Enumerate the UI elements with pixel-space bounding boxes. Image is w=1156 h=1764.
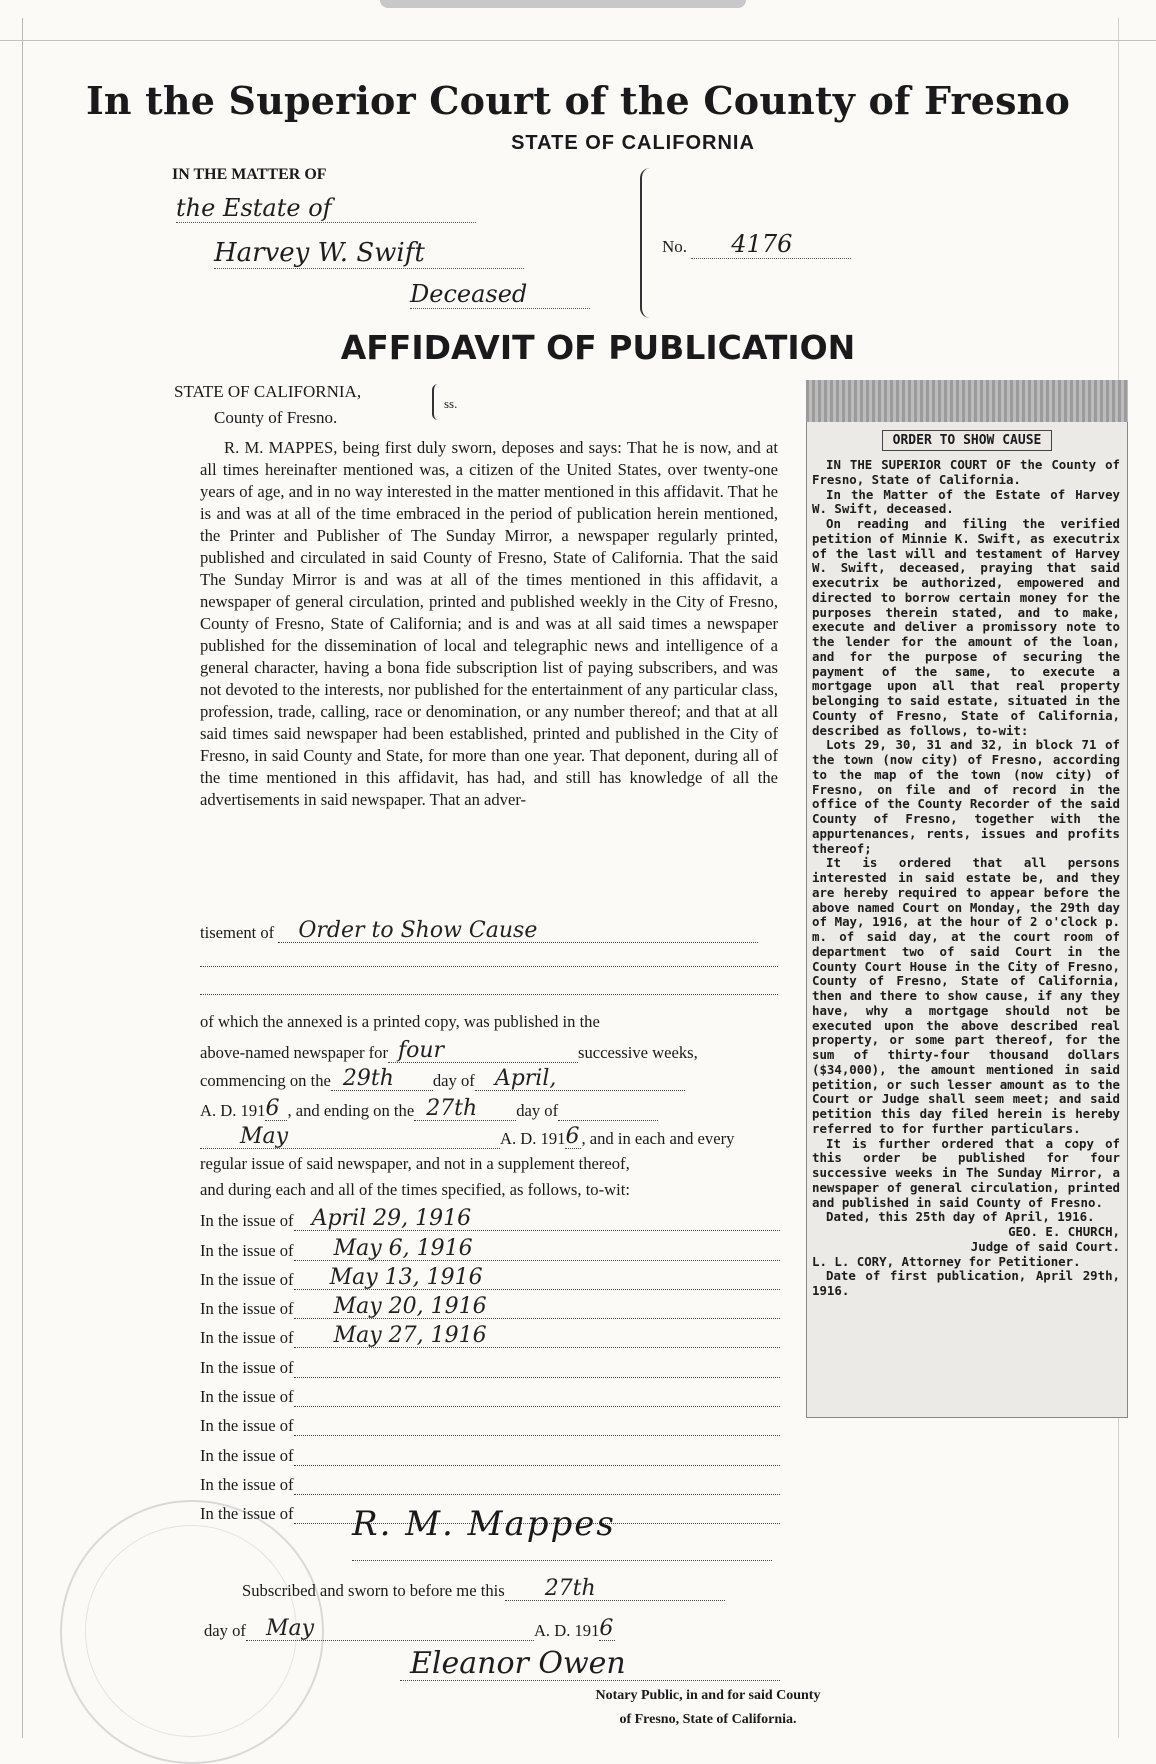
pub-commencing-label: commencing on the	[200, 1071, 331, 1090]
issue-label: In the issue of	[200, 1328, 294, 1348]
issue-date: April 29, 1916	[294, 1208, 780, 1231]
issue-label: In the issue of	[200, 1357, 294, 1377]
issue-date: May 13, 1916	[294, 1267, 780, 1290]
pub-line-1: of which the annexed is a printed copy, was published in the	[200, 1012, 600, 1031]
jurat-line-2	[204, 1618, 615, 1641]
issue-date	[294, 1377, 780, 1378]
jurat-month: May	[246, 1618, 534, 1641]
issue-row	[200, 1378, 780, 1407]
issue-row	[200, 1231, 780, 1260]
clipping-title-text: ORDER TO SHOW CAUSE	[882, 430, 1053, 451]
issue-label: In the issue of	[200, 1299, 294, 1319]
clipping-p5: It is ordered that all persons interested in said estate be, and they are hereby required to appear before the above named Court on Monday, the 29th day of May, 1916, at the hour of 2 o'clock p. m. of said day, at the court room of department two of said Court in the County Court House in the City of Fresno, County of Fresno, State of California, then and there to show cause, if any they have, why a mortgage should not be executed upon the above described real property, or some part thereof, for the sum of thirty-four thousand dollars ($34,000), the amount mentioned in said petition, or such lesser amount as to the Court or Judge shall seem meet; and said petition this day filed herein is hereby referred to for further particulars.	[812, 855, 1120, 1136]
issue-label: In the issue of	[200, 1474, 294, 1494]
matter-deceased-handwritten: Deceased	[410, 280, 590, 309]
blank-line-1	[200, 966, 778, 967]
notary-caption-line1: Notary Public, in and for said County	[595, 1688, 821, 1703]
issue-row	[200, 1261, 780, 1290]
issue-date	[294, 1494, 780, 1495]
issue-row	[200, 1348, 780, 1377]
clipping-p3: On reading and filing the verified petition of Minnie K. Swift, as executrix of the last will and testament of Harvey W. Swift, deceased, praying that said executrix be authorized, empowered and directed to borrow certain money for the purposes therein stated, and to make, execute and deliver a promissory note to the lender for the amount of the loan, and for the purpose of securing the payment of the same, to execute a mortgage upon all that real property belonging to said estate, situated in the County of Fresno, State of California, described as follows, to-wit:	[812, 516, 1120, 738]
case-number: 4176	[691, 230, 851, 259]
case-number-field	[662, 230, 851, 259]
notary-caption-line2: of Fresno, State of California.	[619, 1712, 797, 1727]
issue-label: In the issue of	[200, 1240, 294, 1260]
clipping-torn-top	[806, 380, 1128, 422]
matter-estate-handwritten: the Estate of	[176, 194, 476, 223]
issue-date: May 27, 1916	[294, 1325, 780, 1348]
pub-weeks-post: successive weeks,	[577, 1043, 698, 1062]
pub-line-4-blank	[558, 1120, 658, 1121]
advertisement-line	[200, 920, 758, 943]
issue-row	[200, 1202, 780, 1231]
clipping-p7: Dated, this 25th day of April, 1916.	[826, 1209, 1095, 1225]
issue-date: May 6, 1916	[294, 1238, 780, 1261]
issue-date: May 20, 1916	[294, 1296, 780, 1319]
viewer-top-handle	[380, 0, 746, 8]
issue-list	[200, 1202, 780, 1524]
advertisement-label: tisement of	[200, 923, 275, 942]
pub-day-of-2: day of	[516, 1101, 559, 1120]
pub-line-2	[200, 1040, 698, 1063]
issue-row	[200, 1407, 780, 1436]
jurat-year: 6	[599, 1616, 614, 1641]
jurat-subscribed-label: Subscribed and sworn to before me this	[242, 1581, 505, 1600]
jurat-line-1	[242, 1578, 725, 1601]
pub-line-3	[200, 1068, 685, 1091]
top-rule	[0, 40, 1156, 41]
clipping-title	[806, 430, 1128, 451]
affiant-signature-line	[352, 1560, 772, 1561]
pub-ending-day: 27th	[414, 1098, 516, 1121]
pub-ending-month: May	[200, 1126, 500, 1149]
pub-commencing-month: April,	[475, 1068, 685, 1091]
pub-line-5	[200, 1126, 734, 1149]
issue-date	[294, 1406, 780, 1407]
jurat-day: 27th	[505, 1578, 725, 1601]
clipping-p8: L. L. CORY, Attorney for Petitioner.	[812, 1253, 1081, 1269]
affidavit-body	[200, 437, 778, 811]
page-edge-left	[22, 18, 23, 1738]
blank-line-2	[200, 994, 778, 995]
pub-weeks-value: four	[388, 1040, 578, 1063]
matter-bracket	[640, 168, 654, 318]
issue-label: In the issue of	[200, 1504, 294, 1524]
pub-ending-label: , and ending on the	[287, 1101, 415, 1120]
state-heading: STATE OF CALIFORNIA	[511, 132, 755, 154]
notary-caption	[0, 1684, 1156, 1732]
notary-signature-line	[400, 1680, 780, 1681]
issue-label: In the issue of	[200, 1269, 294, 1289]
venue-ss: ss.	[444, 396, 458, 411]
issue-row	[200, 1290, 780, 1319]
clipping-p9: Date of first publication, April 29th, 1916.	[812, 1268, 1120, 1298]
pub-year-1: 6	[265, 1098, 287, 1121]
pub-weeks-pre: above-named newspaper for	[200, 1043, 388, 1062]
issue-row	[200, 1319, 780, 1348]
case-number-label: No.	[662, 237, 688, 256]
pub-commencing-day: 29th	[331, 1068, 433, 1091]
clipping-p1: IN THE SUPERIOR COURT OF the County of Fresno, State of California.	[812, 457, 1120, 487]
clipping-sig2: Judge of said Court.	[970, 1238, 1120, 1254]
advertisement-value: Order to Show Cause	[278, 920, 758, 943]
issue-label: In the issue of	[200, 1211, 294, 1231]
matter-name-handwritten: Harvey W. Swift	[214, 238, 524, 269]
pub-ad-label-2: A. D. 191	[500, 1129, 566, 1148]
jurat-day-of-label: day of	[204, 1621, 246, 1640]
issue-label: In the issue of	[200, 1445, 294, 1465]
issue-label: In the issue of	[200, 1416, 294, 1436]
clipping-p4: Lots 29, 30, 31 and 32, in block 71 of the town (now city) of Fresno, according to the map of the town (now city) of Fresno, on file and of record in the office of the County Recorder of the said County of Fresno, together with the appurtenances, rents, issues and profits thereof;	[812, 737, 1120, 856]
pub-line-7: and during each and all of the times specified, as follows, to-wit:	[200, 1180, 630, 1199]
venue-county: County of Fresno.	[214, 408, 338, 427]
pub-day-of-1: day of	[432, 1071, 475, 1090]
court-heading: In the Superior Court of the County of Fresno	[85, 78, 1071, 123]
clipping-p6: It is further ordered that a copy of this order be published for four successive weeks in The Sunday Mirror, a newspaper of general circulation, printed and published in said County of Fresno.	[812, 1135, 1120, 1210]
affiant-signature: R. M. Mappes	[352, 1504, 616, 1544]
pub-line-4	[200, 1098, 658, 1121]
clipping-sig1: GEO. E. CHURCH,	[1008, 1224, 1120, 1239]
issue-date	[294, 1465, 780, 1466]
issue-label: In the issue of	[200, 1387, 294, 1407]
notary-signature: Eleanor Owen	[410, 1646, 626, 1681]
pub-every-issue: , and in each and every	[581, 1129, 735, 1148]
venue-state: STATE OF CALIFORNIA,	[174, 382, 362, 401]
affidavit-body-text: R. M. MAPPES, being first duly sworn, deposes and says: That he is now, and at all times hereinafter mentioned was, a citizen of the United States, over twenty-one years of age, and in no way interested in the matter mentioned in this affidavit. That he is and was at all of the time embraced in the period of publication herein mentioned, the Printer and Publisher of The Sunday Mirror, a newspaper regularly printed, published and circulated in said County of Fresno, State of California. That the said The Sunday Mirror is and was at all of the times mentioned in this affidavit, a newspaper of general circulation, printed and published weekly in the City of Fresno, County of Fresno, State of California; and is and was at all said times a newspaper published for the dissemination of local and telegraphic news and intelligence of a general character, having a bona fide subscription list of paying subscribers, and was not devoted to the interests, nor published for the entertainment of any particular class, profession, trade, calling, race or denomination, or any number thereof; and that at all said times said newspaper had been established, printed and published in the City of Fresno, in said County and State, for more than one year. That deponent, during all of the time mentioned in this affidavit, has had, and still has knowledge of all the advertisements in said newspaper. That an adver-	[200, 438, 778, 809]
issue-row	[200, 1436, 780, 1465]
affidavit-title: AFFIDAVIT OF PUBLICATION	[340, 328, 856, 367]
clipping-p2: In the Matter of the Estate of Harvey W. Swift, deceased.	[812, 486, 1120, 517]
issue-date	[294, 1435, 780, 1436]
issue-row	[200, 1466, 780, 1495]
clipping-text	[812, 458, 1120, 1299]
pub-year-2: 6	[565, 1124, 580, 1149]
pub-line-6: regular issue of said newspaper, and not in a supplement thereof,	[200, 1154, 630, 1173]
pub-ad-label-1: A. D. 191	[200, 1101, 266, 1120]
jurat-ad-label: A. D. 191	[533, 1621, 600, 1640]
venue-bracket	[432, 384, 442, 420]
matter-label: IN THE MATTER OF	[172, 166, 327, 183]
